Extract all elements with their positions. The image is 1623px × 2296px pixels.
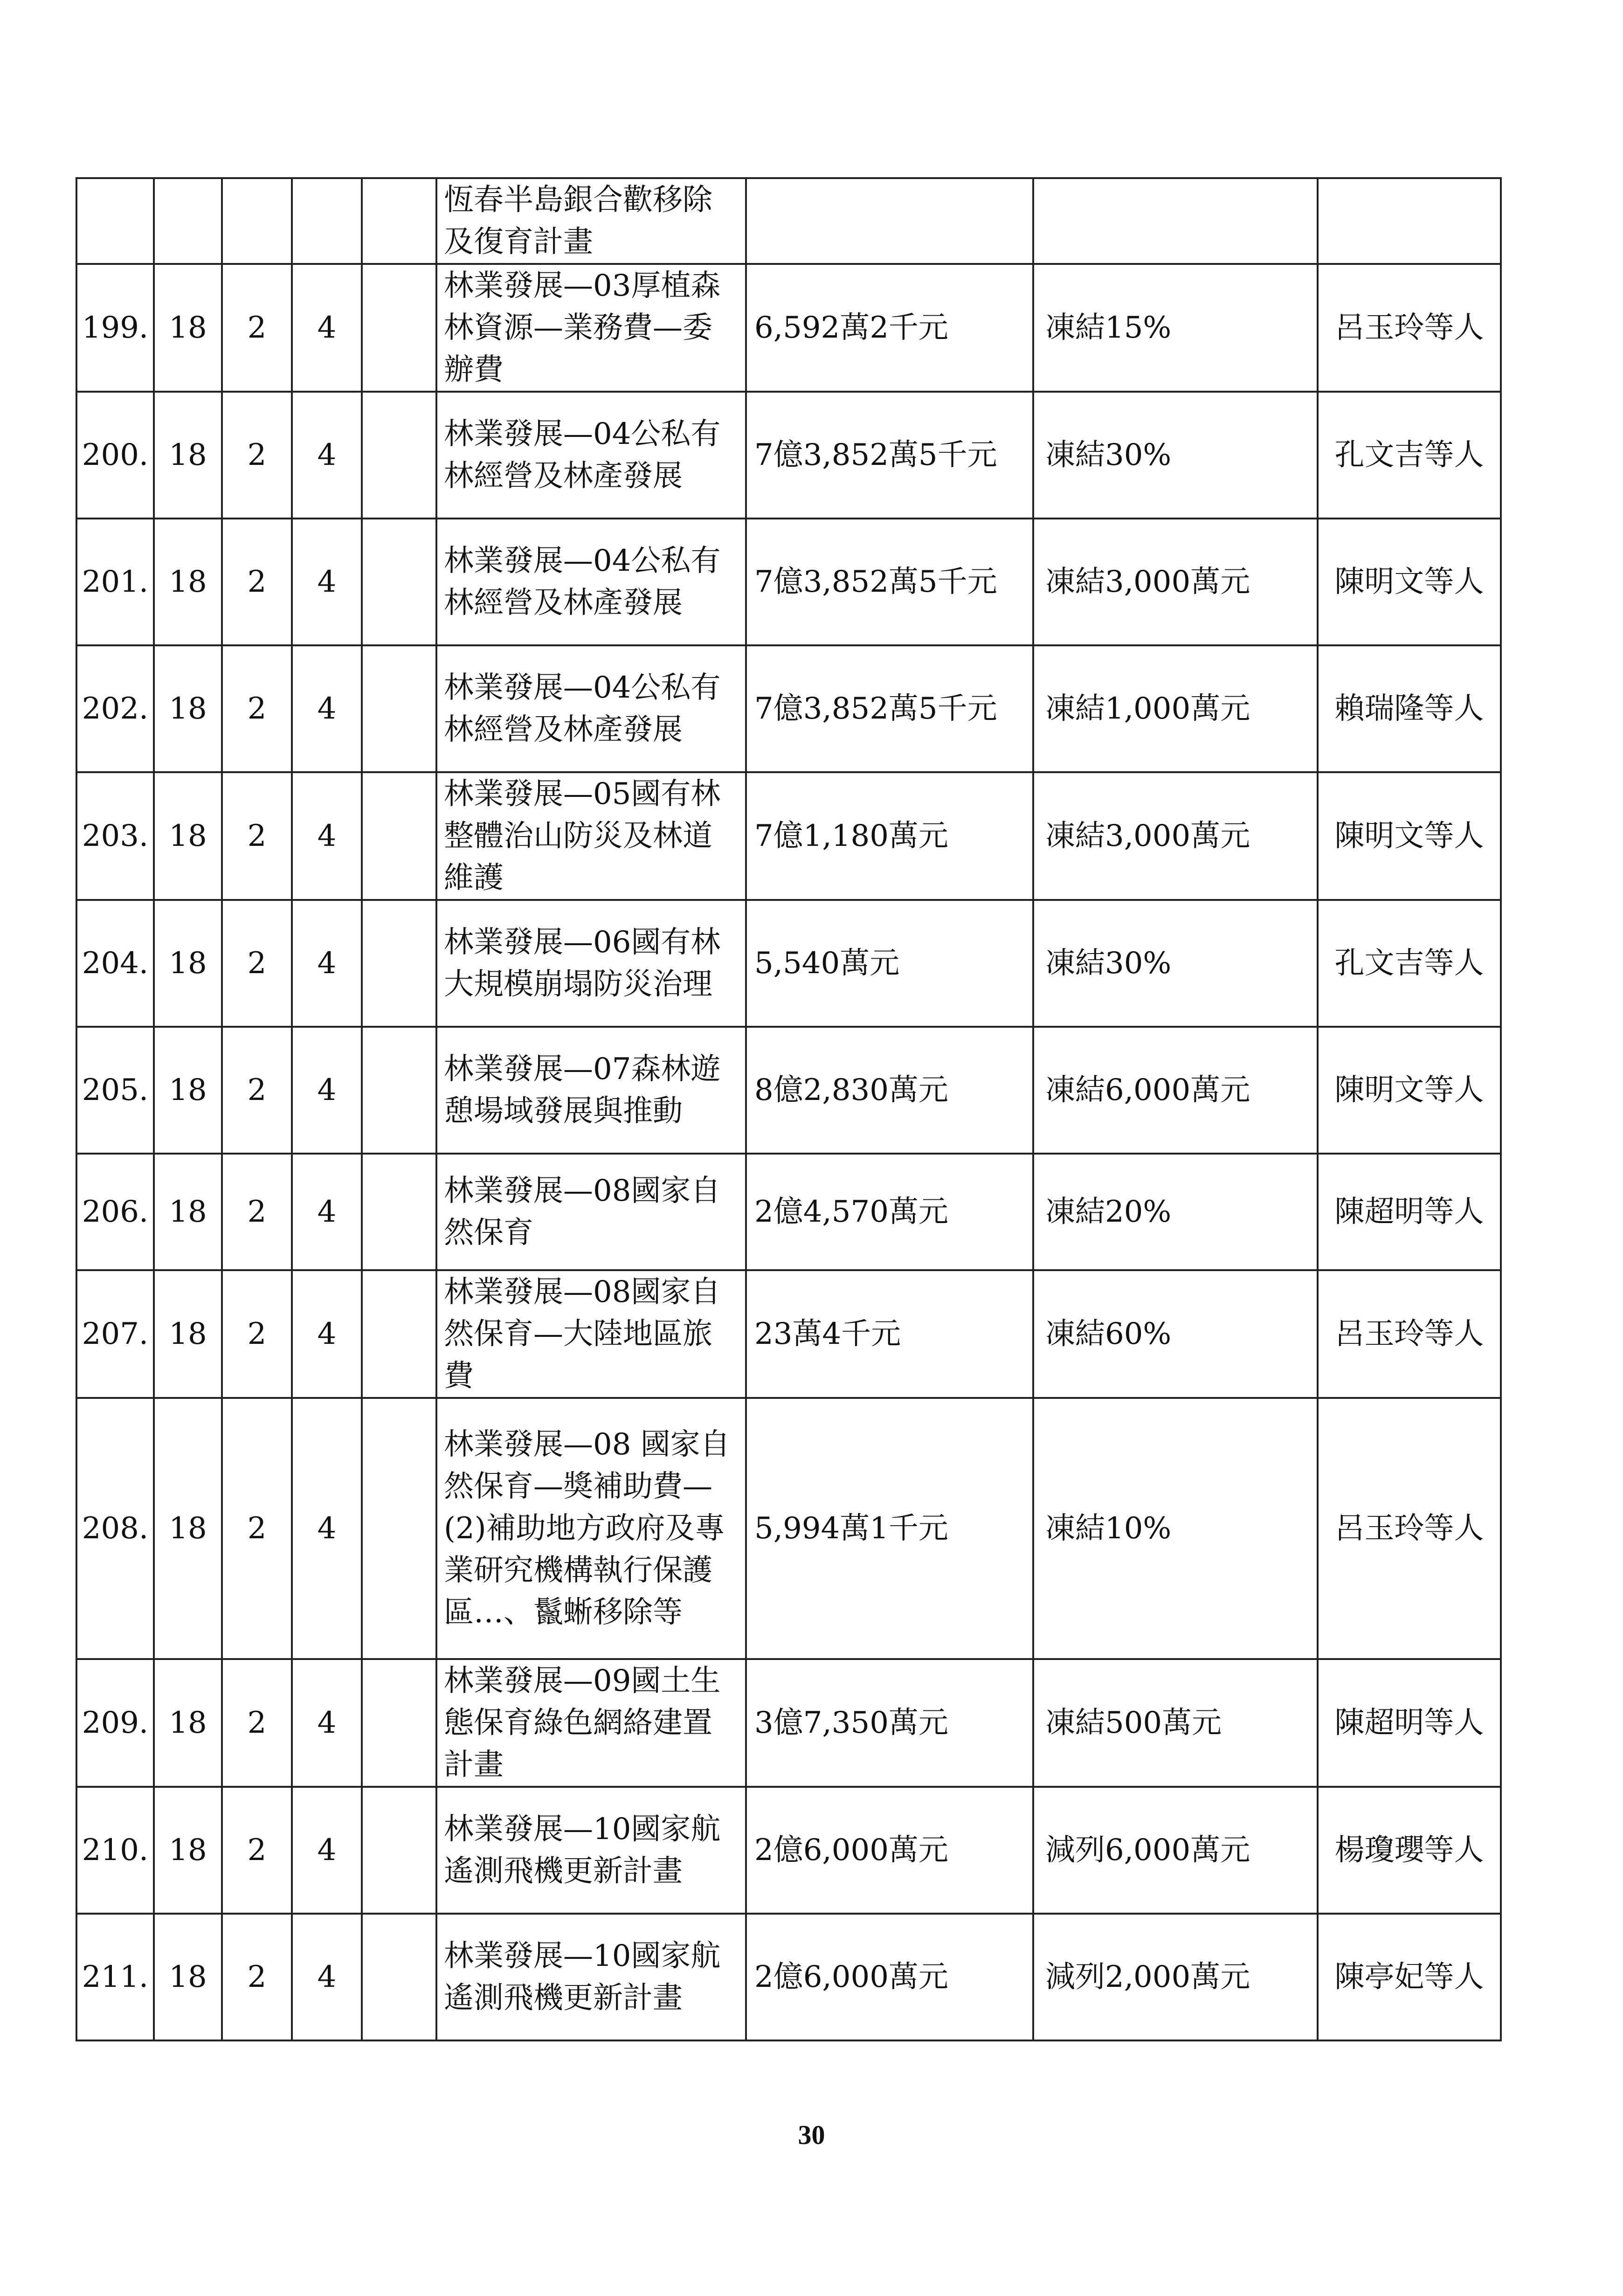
proposer-cell: 楊瓊瓔等人: [1318, 1787, 1501, 1914]
code-cell: 2: [222, 519, 292, 645]
item-cell: 林業發展—08 國家自然保育—獎補助費—(2)補助地方政府及專業研究機構執行保護區…、鬣蜥移除等: [436, 1398, 746, 1659]
proposer-cell: 陳明文等人: [1318, 519, 1501, 645]
proposer-cell: 呂玉玲等人: [1318, 1398, 1501, 1659]
row-number: 210.: [76, 1787, 154, 1914]
item-cell: 林業發展—06國有林大規模崩塌防災治理: [436, 900, 746, 1027]
blank-cell: [362, 1154, 436, 1270]
action-cell: 凍結500萬元: [1033, 1659, 1318, 1787]
item-cell: 林業發展—10國家航遙測飛機更新計畫: [436, 1914, 746, 2040]
amount-cell: 2億4,570萬元: [746, 1154, 1033, 1270]
table-row: [76, 392, 1501, 519]
amount-cell: 2億6,000萬元: [746, 1914, 1033, 2040]
action-cell: 減列2,000萬元: [1033, 1914, 1318, 2040]
action-cell: 凍結30%: [1033, 392, 1318, 519]
row-number: 208.: [76, 1398, 154, 1659]
table-row: [76, 1027, 1501, 1154]
table-row: [76, 1398, 1501, 1659]
code-cell: [154, 178, 222, 264]
code-cell: 4: [292, 772, 362, 900]
blank-cell: [362, 645, 436, 772]
code-cell: 18: [154, 1398, 222, 1659]
code-cell: 18: [154, 1914, 222, 2040]
action-cell: 凍結15%: [1033, 264, 1318, 392]
code-cell: 4: [292, 264, 362, 392]
code-cell: [292, 178, 362, 264]
proposer-cell: 孔文吉等人: [1318, 900, 1501, 1027]
proposer-cell: 陳明文等人: [1318, 772, 1501, 900]
blank-cell: [362, 264, 436, 392]
blank-cell: [362, 519, 436, 645]
item-cell: 林業發展—09國土生態保育綠色網絡建置計畫: [436, 1659, 746, 1787]
amount-cell: 7億3,852萬5千元: [746, 519, 1033, 645]
proposer-cell: 陳超明等人: [1318, 1659, 1501, 1787]
code-cell: 2: [222, 900, 292, 1027]
blank-cell: [362, 1787, 436, 1914]
blank-cell: [362, 1398, 436, 1659]
row-number: 204.: [76, 900, 154, 1027]
code-cell: 18: [154, 1154, 222, 1270]
code-cell: 4: [292, 519, 362, 645]
code-cell: 2: [222, 1787, 292, 1914]
item-cell: 林業發展—08國家自然保育: [436, 1154, 746, 1270]
proposer-cell: 呂玉玲等人: [1318, 1270, 1501, 1398]
blank-cell: [362, 1914, 436, 2040]
code-cell: 18: [154, 1270, 222, 1398]
budget-motion-table: [76, 177, 1502, 2041]
blank-cell: [362, 178, 436, 264]
code-cell: 4: [292, 1270, 362, 1398]
row-number: 205.: [76, 1027, 154, 1154]
table-row: [76, 264, 1501, 392]
code-cell: 4: [292, 1659, 362, 1787]
amount-cell: 7億3,852萬5千元: [746, 645, 1033, 772]
amount-cell: 23萬4千元: [746, 1270, 1033, 1398]
blank-cell: [362, 1659, 436, 1787]
table-row: [76, 1154, 1501, 1270]
item-cell: 林業發展—04公私有林經營及林產發展: [436, 645, 746, 772]
blank-cell: [362, 1270, 436, 1398]
item-cell: 林業發展—05國有林整體治山防災及林道維護: [436, 772, 746, 900]
action-cell: 凍結3,000萬元: [1033, 772, 1318, 900]
code-cell: 2: [222, 1398, 292, 1659]
amount-cell: [746, 178, 1033, 264]
blank-cell: [362, 392, 436, 519]
code-cell: 18: [154, 900, 222, 1027]
row-number: 207.: [76, 1270, 154, 1398]
table-row: [76, 900, 1501, 1027]
code-cell: 4: [292, 1914, 362, 2040]
item-cell: 林業發展—08國家自然保育—大陸地區旅費: [436, 1270, 746, 1398]
table-row: [76, 772, 1501, 900]
proposer-cell: 賴瑞隆等人: [1318, 645, 1501, 772]
code-cell: 2: [222, 392, 292, 519]
proposer-cell: 孔文吉等人: [1318, 392, 1501, 519]
blank-cell: [362, 900, 436, 1027]
code-cell: 18: [154, 264, 222, 392]
table-row: [76, 1787, 1501, 1914]
action-cell: 減列6,000萬元: [1033, 1787, 1318, 1914]
item-cell: 恆春半島銀合歡移除及復育計畫: [436, 178, 746, 264]
action-cell: 凍結20%: [1033, 1154, 1318, 1270]
row-number: 206.: [76, 1154, 154, 1270]
amount-cell: 7億3,852萬5千元: [746, 392, 1033, 519]
code-cell: 2: [222, 1154, 292, 1270]
proposer-cell: 呂玉玲等人: [1318, 264, 1501, 392]
code-cell: 2: [222, 1914, 292, 2040]
action-cell: 凍結3,000萬元: [1033, 519, 1318, 645]
code-cell: 4: [292, 645, 362, 772]
amount-cell: 6,592萬2千元: [746, 264, 1033, 392]
table-row: [76, 519, 1501, 645]
proposer-cell: 陳超明等人: [1318, 1154, 1501, 1270]
proposer-cell: [1318, 178, 1501, 264]
code-cell: 2: [222, 1027, 292, 1154]
code-cell: 18: [154, 645, 222, 772]
code-cell: 18: [154, 772, 222, 900]
row-number: [76, 178, 154, 264]
item-cell: 林業發展—04公私有林經營及林產發展: [436, 392, 746, 519]
action-cell: 凍結6,000萬元: [1033, 1027, 1318, 1154]
code-cell: 4: [292, 1787, 362, 1914]
page-number: 30: [798, 2120, 825, 2150]
row-number: 201.: [76, 519, 154, 645]
code-cell: 4: [292, 1027, 362, 1154]
code-cell: 4: [292, 392, 362, 519]
code-cell: 18: [154, 1027, 222, 1154]
table-row: [76, 1270, 1501, 1398]
action-cell: 凍結30%: [1033, 900, 1318, 1027]
blank-cell: [362, 772, 436, 900]
table-row: [76, 1914, 1501, 2040]
proposer-cell: 陳明文等人: [1318, 1027, 1501, 1154]
row-number: 203.: [76, 772, 154, 900]
action-cell: [1033, 178, 1318, 264]
row-number: 211.: [76, 1914, 154, 2040]
table-row: [76, 178, 1501, 264]
amount-cell: 7億1,180萬元: [746, 772, 1033, 900]
code-cell: 2: [222, 772, 292, 900]
row-number: 209.: [76, 1659, 154, 1787]
code-cell: 2: [222, 645, 292, 772]
table-row: [76, 645, 1501, 772]
item-cell: 林業發展—10國家航遙測飛機更新計畫: [436, 1787, 746, 1914]
row-number: 200.: [76, 392, 154, 519]
amount-cell: 8億2,830萬元: [746, 1027, 1033, 1154]
code-cell: 18: [154, 392, 222, 519]
action-cell: 凍結1,000萬元: [1033, 645, 1318, 772]
code-cell: [222, 178, 292, 264]
code-cell: 2: [222, 1270, 292, 1398]
code-cell: 2: [222, 1659, 292, 1787]
amount-cell: 2億6,000萬元: [746, 1787, 1033, 1914]
code-cell: 2: [222, 264, 292, 392]
blank-cell: [362, 1027, 436, 1154]
item-cell: 林業發展—03厚植森林資源—業務費—委辦費: [436, 264, 746, 392]
amount-cell: 5,540萬元: [746, 900, 1033, 1027]
amount-cell: 3億7,350萬元: [746, 1659, 1033, 1787]
action-cell: 凍結60%: [1033, 1270, 1318, 1398]
code-cell: 18: [154, 1659, 222, 1787]
row-number: 199.: [76, 264, 154, 392]
code-cell: 18: [154, 1787, 222, 1914]
code-cell: 4: [292, 1154, 362, 1270]
item-cell: 林業發展—07森林遊憩場域發展與推動: [436, 1027, 746, 1154]
action-cell: 凍結10%: [1033, 1398, 1318, 1659]
amount-cell: 5,994萬1千元: [746, 1398, 1033, 1659]
proposer-cell: 陳亭妃等人: [1318, 1914, 1501, 2040]
table-row: [76, 1659, 1501, 1787]
row-number: 202.: [76, 645, 154, 772]
item-cell: 林業發展—04公私有林經營及林產發展: [436, 519, 746, 645]
code-cell: 18: [154, 519, 222, 645]
code-cell: 4: [292, 900, 362, 1027]
code-cell: 4: [292, 1398, 362, 1659]
